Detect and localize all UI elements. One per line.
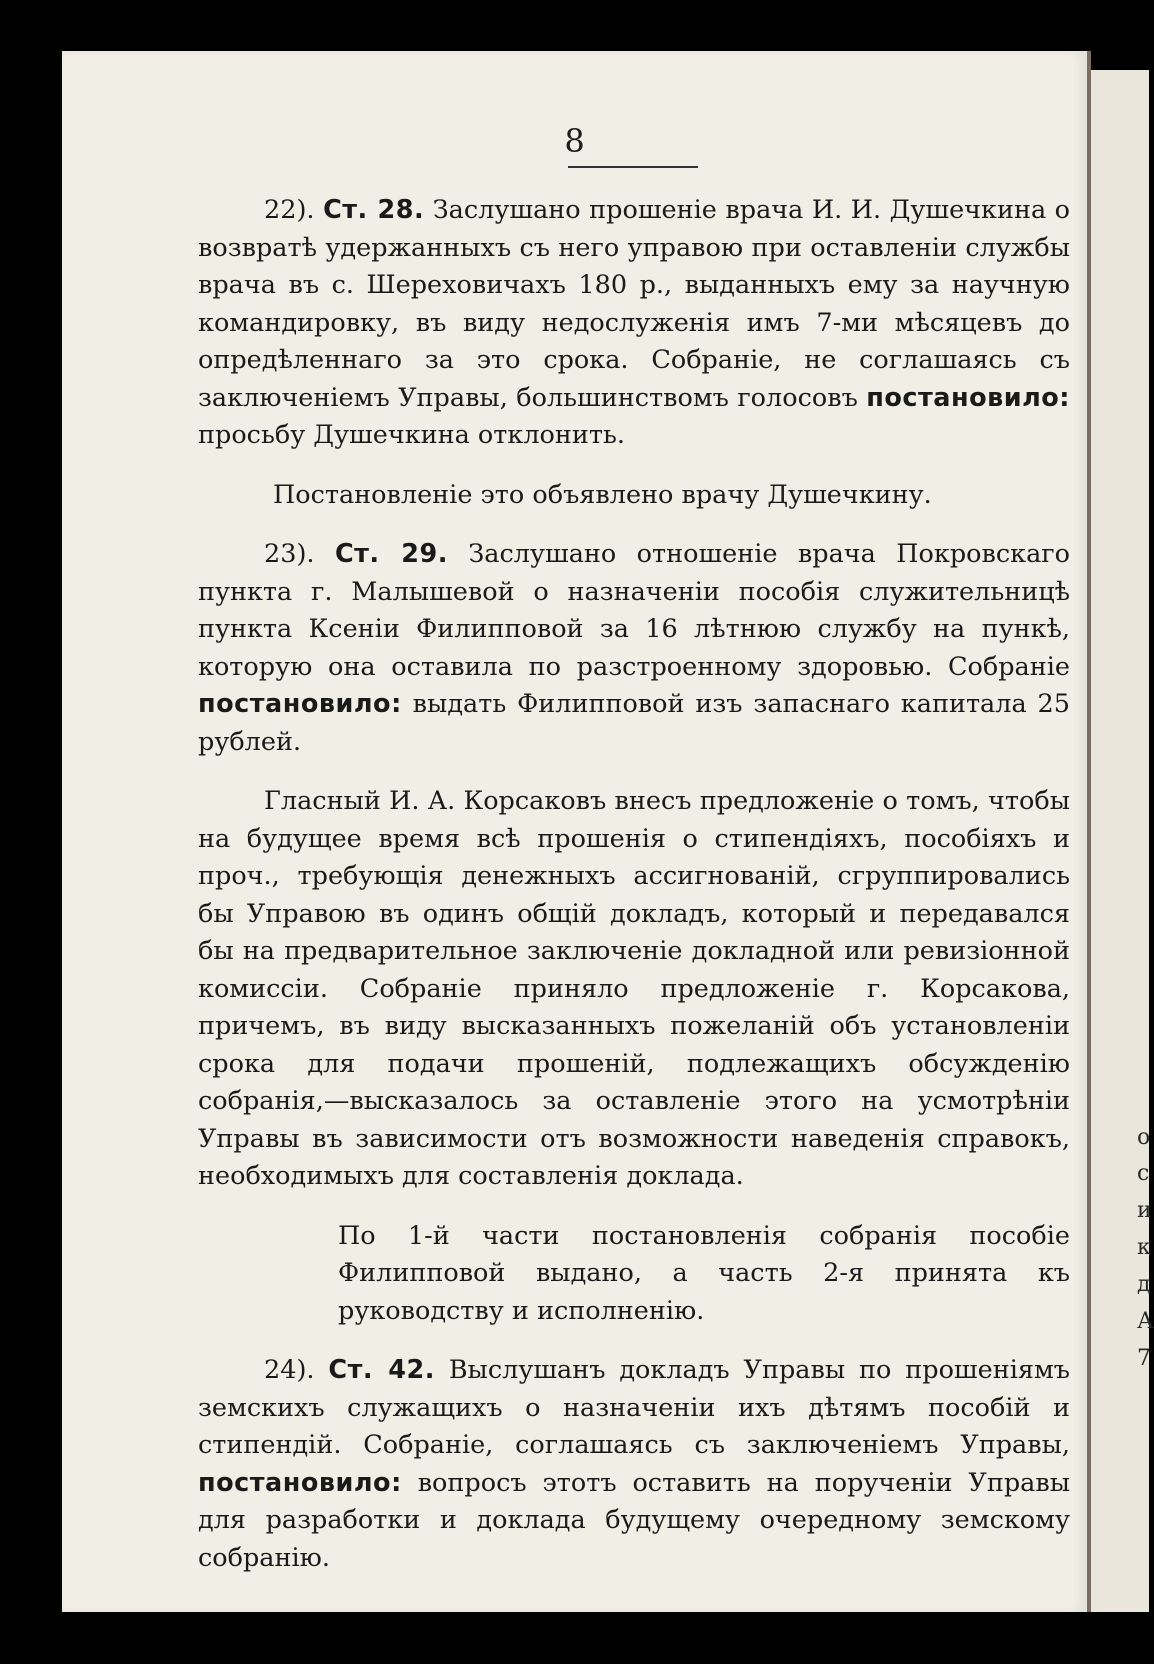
resolution-text: Выслушанъ докладъ Управы по прошеніямъ земскихъ служащихъ о назначеніи ихъ дѣтямъ пособій и стипендій. Собраніе, соглашаясь съ заключеніемъ Управы, [198, 1355, 1071, 1460]
item-number: 22). [264, 195, 315, 225]
page-body [198, 192, 1070, 1577]
resolution-text: просьбу Душечкина отклонить. [198, 420, 625, 450]
resolution-22 [198, 192, 1070, 455]
adjacent-page-letter: А [1137, 1309, 1154, 1334]
article-ref: Ст. 42. [328, 1355, 435, 1385]
adjacent-page-letter: д [1137, 1272, 1151, 1297]
article-ref: Ст. 29. [334, 539, 448, 569]
item-number: 24). [264, 1355, 315, 1385]
page-number-rule [568, 166, 698, 168]
korsakov-proposal: Гласный И. А. Корсаковъ внесъ предложеніе о томъ, чтобы на будущее время всѣ прошенія о стипендіяхъ, пособіяхъ и проч., требующія денежныхъ ассигнованій, сгруппировались бы Управою въ одинъ общій докладъ, который и передавался бы на предварительное заключеніе докладной или ревизіонной комиссіи. Собраніе приняло предложеніе г. Корсакова, причемъ, въ виду высказанныхъ пожеланій объ установленіи срока для подачи прошеній, подлежащихъ обсужденію собранія,—высказалось за оставленіе этого на усмотрѣніи Управы въ зависимости отъ возможности наведенія справокъ, необходимыхъ для составленія доклада. [198, 786, 1070, 1191]
page-number: 8 [564, 122, 585, 160]
resolution-23 [198, 536, 1070, 761]
adjacent-page-letter: 7 [1137, 1346, 1151, 1371]
adjacent-page-edge [1091, 70, 1154, 1612]
resolution-24 [198, 1352, 1070, 1577]
article-ref: Ст. 28. [323, 195, 425, 225]
decree-word: постановило: [198, 689, 402, 719]
resolution-text: вопросъ этотъ оставить на порученіи Управы для разработки и доклада будущему очередному земскому собранію. [198, 1467, 1070, 1573]
item-number: 23). [264, 539, 315, 569]
adjacent-page-letter: о [1137, 1125, 1151, 1150]
adjacent-page-letter: и [1137, 1198, 1152, 1223]
resolution-note: По 1-й части постановленія собранія пособіе Филипповой выдано, а часть 2-я принята къ руководству и исполненію. [338, 1220, 1070, 1326]
resolution-text: Заслушано отношеніе врача Покровскаго пункта г. Малышевой о назначеніи пособія служительницѣ пункта Ксеніи Филипповой за 16 лѣтнюю службу на пункѣ, которую она оставила по разстроенному здоровью. Собраніе [198, 539, 1070, 682]
decree-word: постановило: [866, 382, 1071, 413]
resolution-note: Постановленіе это объявлено врачу Душечкину. [273, 479, 932, 510]
resolution-text: выдать Филипповой изъ запаснаго капитала 25 рублей. [198, 689, 1070, 757]
adjacent-page-letter: к [1137, 1235, 1151, 1260]
resolution-text: Заслушано прошеніе врача И. И. Душечкина о возвратѣ удержанныхъ съ него управою при оставленіи службы врача въ с. Шереховичахъ 180 р., выданныхъ ему за научную командировку, въ виду недослуженія имъ 7-ми мѣсяцевъ до опредѣленнаго за это срока. Собраніе, не соглашаясь съ заключеніемъ Управы, большинствомъ голосовъ [198, 195, 1071, 413]
adjacent-page-letter: с [1137, 1161, 1150, 1186]
decree-word: постановило: [198, 1467, 402, 1498]
